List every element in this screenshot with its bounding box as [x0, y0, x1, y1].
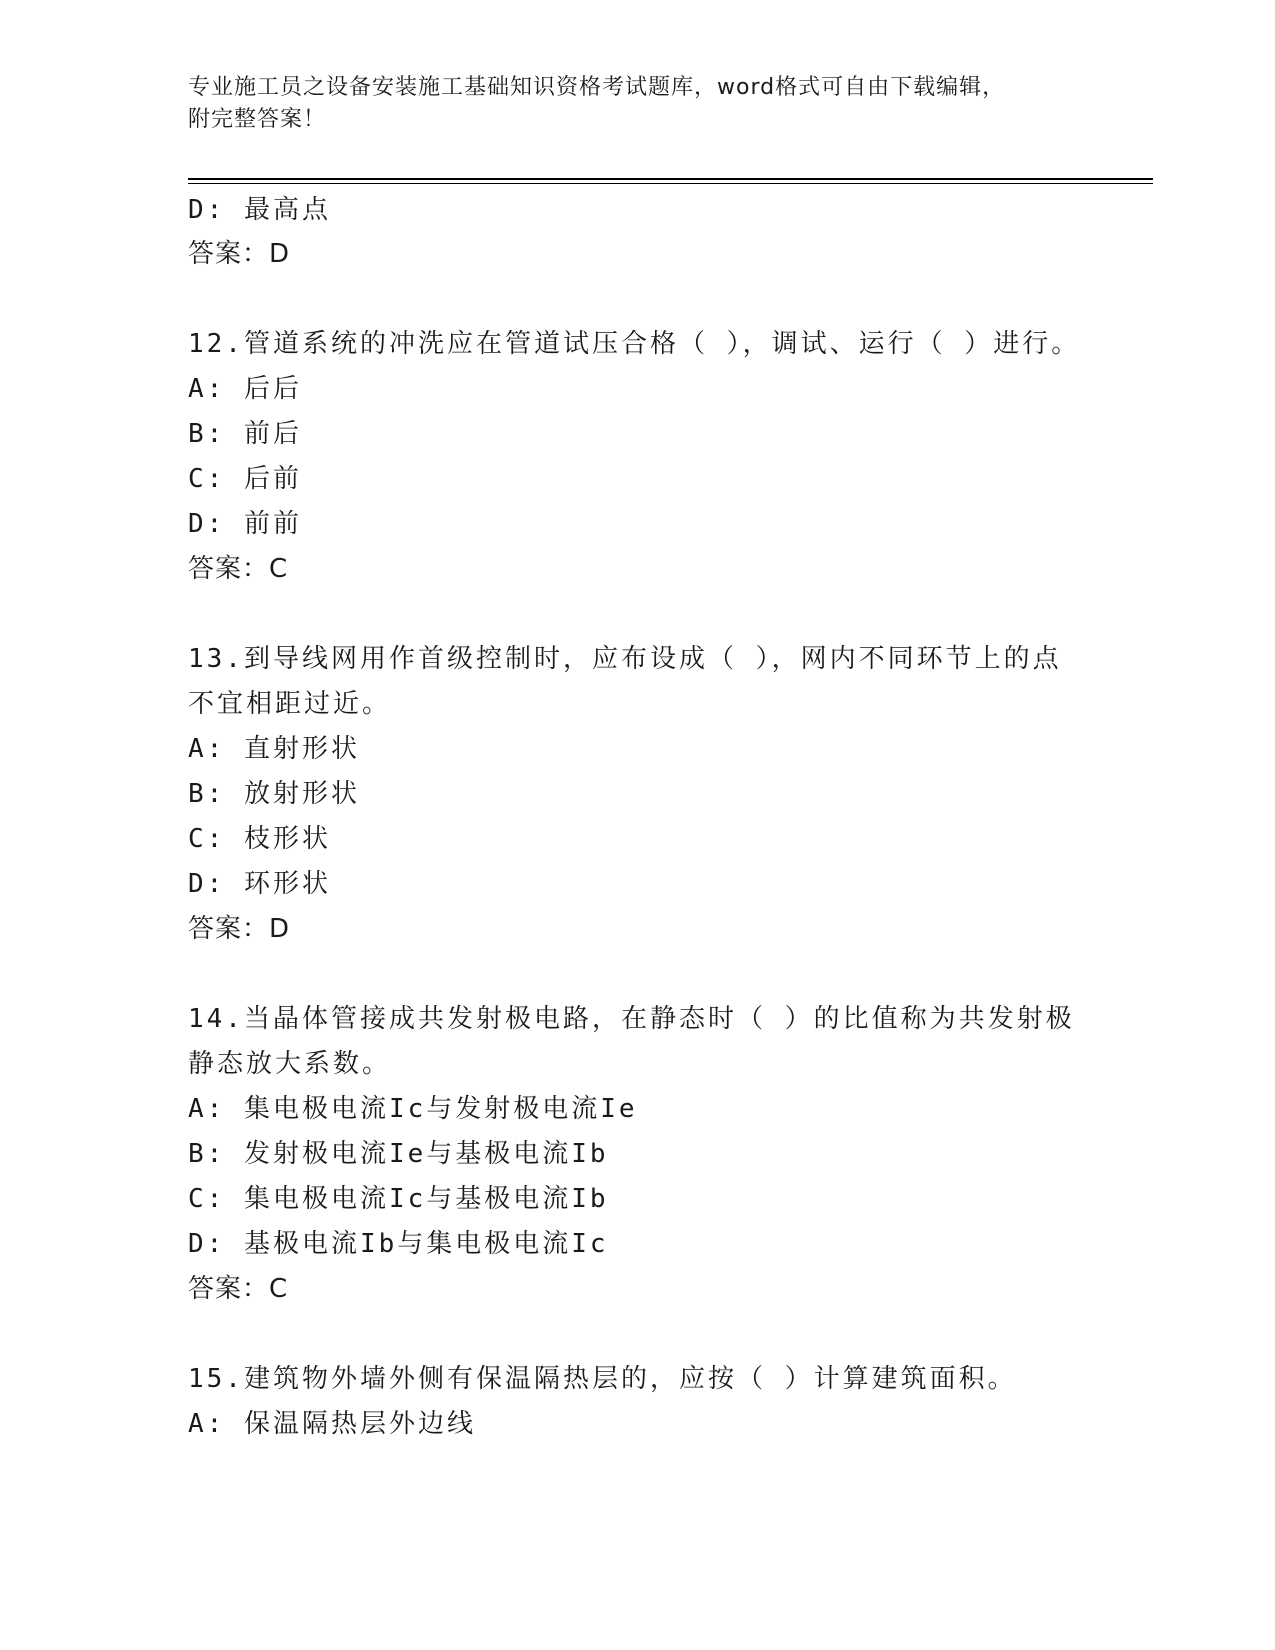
option-line: D: 前前 — [188, 509, 302, 539]
option-line: A: 保温隔热层外边线 — [188, 1409, 476, 1439]
header-line-1: 专业施工员之设备安装施工基础知识资格考试题库，word格式可自由下载编辑， — [188, 75, 1006, 100]
option-line: B: 前后 — [188, 419, 302, 449]
option-line: A: 直射形状 — [188, 734, 360, 764]
answer-line: 答案：C — [188, 1274, 289, 1304]
answer-line: 答案：D — [188, 914, 291, 944]
option-line: A: 集电极电流Ic与发射极电流Ie — [188, 1094, 638, 1124]
option-line: B: 发射极电流Ie与基极电流Ib — [188, 1139, 609, 1169]
document-header — [188, 72, 1068, 136]
header-line-2: 附完整答案！ — [188, 107, 327, 132]
header-rule-thin — [188, 183, 1153, 184]
option-line: C: 集电极电流Ic与基极电流Ib — [188, 1184, 609, 1214]
question-line: 14.当晶体管接成共发射极电路，在静态时（ ）的比值称为共发射极 — [188, 1004, 1075, 1034]
option-line: D: 基极电流Ib与集电极电流Ic — [188, 1229, 609, 1259]
answer-line: 答案：C — [188, 554, 289, 584]
question-line: 13.到导线网用作首级控制时，应布设成（ ），网内不同环节上的点 — [188, 644, 1062, 674]
header-rule-thick — [188, 178, 1153, 180]
option-line: D: 最高点 — [188, 195, 331, 225]
question-line: 15.建筑物外墙外侧有保温隔热层的，应按（ ）计算建筑面积。 — [188, 1364, 1017, 1394]
option-line: A: 后后 — [188, 374, 302, 404]
option-line: D: 环形状 — [188, 869, 331, 899]
option-line: C: 枝形状 — [188, 824, 331, 854]
question-line: 不宜相距过近。 — [188, 689, 392, 719]
option-line: B: 放射形状 — [188, 779, 360, 809]
question-line: 12.管道系统的冲洗应在管道试压合格（ ），调试、运行（ ）进行。 — [188, 329, 1081, 359]
answer-line: 答案：D — [188, 239, 291, 269]
option-line: C: 后前 — [188, 464, 302, 494]
question-line: 静态放大系数。 — [188, 1049, 392, 1079]
